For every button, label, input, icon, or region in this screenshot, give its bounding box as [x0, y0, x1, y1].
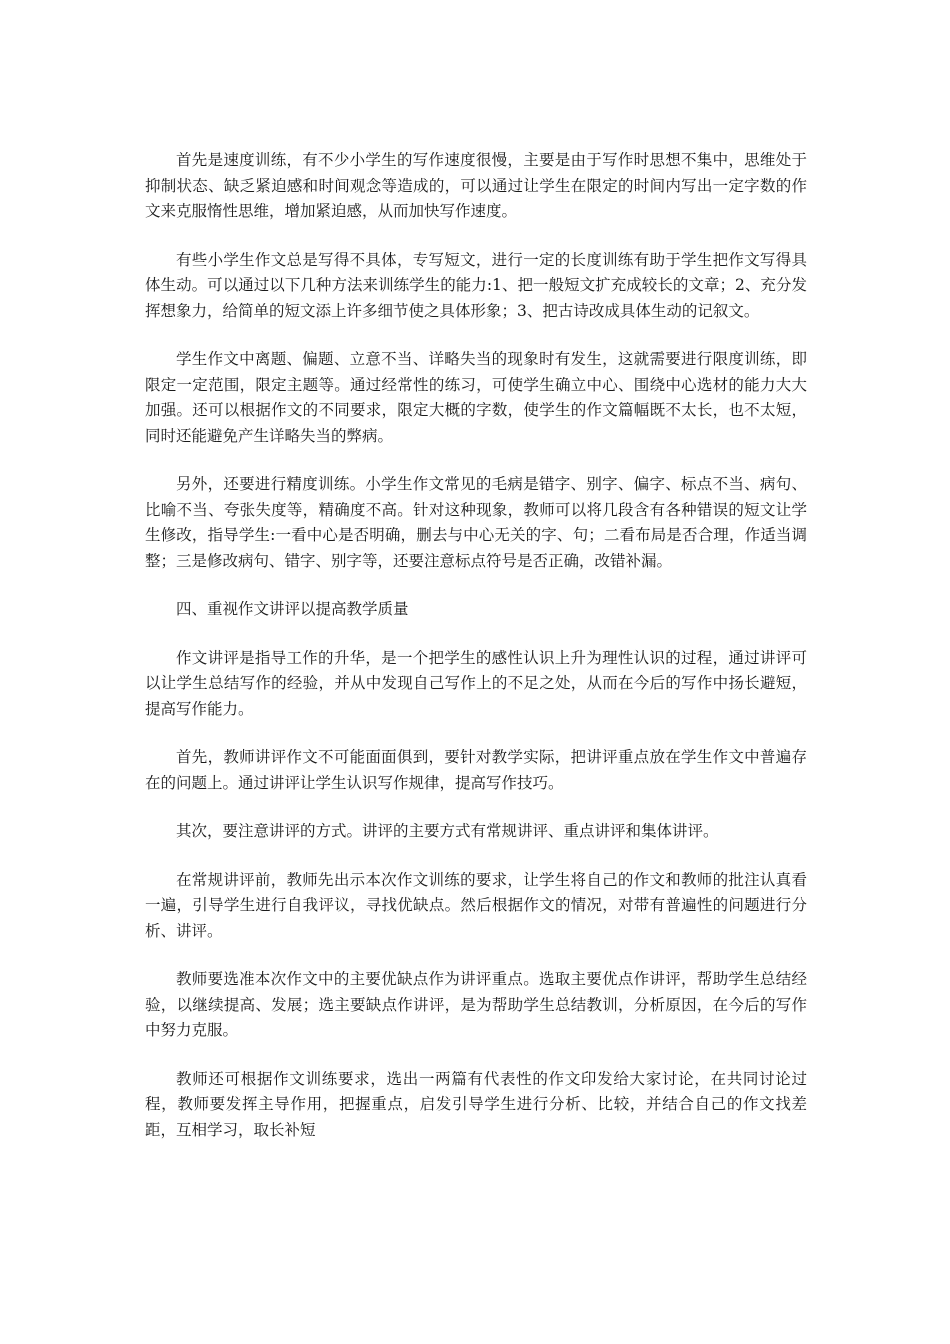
- paragraph-speed-training: 首先是速度训练，有不少小学生的写作速度很慢，主要是由于写作时思想不集中，思维处于抑制状态、缺乏紧迫感和时间观念等造成的，可以通过让学生在限定的时间内写出一定字数的作文来克服惰性思维，增加紧迫感，从而加快写作速度。: [145, 151, 807, 220]
- paragraph-group-review: 教师还可根据作文训练要求，选出一两篇有代表性的作文印发给大家讨论，在共同讨论过程，教师要发挥主导作用，把握重点，启发引导学生进行分析、比较，并结合自己的作文找差距，互相学习，取长补短: [145, 1069, 807, 1139]
- paragraph-key-review: 教师要选准本次作文中的主要优缺点作为讲评重点。选取主要优点作讲评，帮助学生总结经验，以继续提高、发展；选主要缺点作讲评，是为帮助学生总结教训，分析原因，在今后的写作中努力克服。: [145, 970, 807, 1039]
- paragraph-scope-training: 学生作文中离题、偏题、立意不当、详略失当的现象时有发生，这就需要进行限度训练，即限定一定范围，限定主题等。通过经常性的练习，可使学生确立中心、围绕中心选材的能力大大加强。还可以根据作文的不同要求，限定大概的字数，使学生的作文篇幅既不太长，也不太短，同时还能避免产生详略失当的弊病。: [145, 350, 807, 445]
- document-body: [145, 148, 807, 1166]
- paragraph-review-focus: 首先，教师讲评作文不可能面面俱到，要针对教学实际，把讲评重点放在学生作文中普遍存在的问题上。通过讲评让学生认识写作规律，提高写作技巧。: [145, 748, 807, 792]
- paragraph-review-methods: 其次，要注意讲评的方式。讲评的主要方式有常规讲评、重点讲评和集体讲评。: [176, 822, 719, 840]
- section-heading: 四、重视作文讲评以提高教学质量: [176, 600, 409, 618]
- paragraph-precision-training: 另外，还要进行精度训练。小学生作文常见的毛病是错字、别字、偏字、标点不当、病句、比喻不当、夸张失度等，精确度不高。针对这种现象，教师可以将几段含有各种错误的短文让学生修改，指导学生:一看中心是否明确，删去与中心无关的字、句；二看布局是否合理，作适当调整；三是修改病句、错字、别字等，还要注意标点符号是否正确，改错补漏。: [145, 475, 807, 570]
- paragraph-review-intro: 作文讲评是指导工作的升华，是一个把学生的感性认识上升为理性认识的过程，通过讲评可以让学生总结写作的经验，并从中发现自己写作上的不足之处，从而在今后的写作中扬长避短，提高写作能力。: [145, 648, 807, 718]
- paragraph-regular-review: 在常规讲评前，教师先出示本次作文训练的要求，让学生将自己的作文和教师的批注认真看一遍，引导学生进行自我评议，寻找优缺点。然后根据作文的情况，对带有普遍性的问题进行分析、讲评。: [145, 870, 807, 940]
- paragraph-length-training: 有些小学生作文总是写得不具体，专写短文，进行一定的长度训练有助于学生把作文写得具体生动。可以通过以下几种方法来训练学生的能力:1、把一般短文扩充成较长的文章；2、充分发挥想象力，给简单的短文添上许多细节使之具体形象；3、把古诗改成具体生动的记叙文。: [145, 250, 807, 320]
